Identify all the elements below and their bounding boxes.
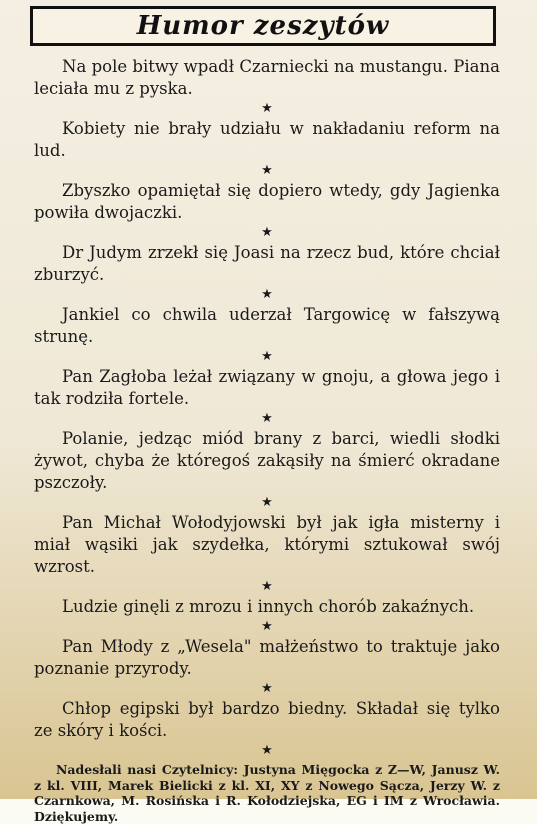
star-separator-icon: ★ bbox=[261, 163, 273, 178]
joke-4: Dr Judym zrzekł się Joasi na rzecz bud, które chciał zburzyć. bbox=[34, 243, 500, 284]
star-separator-icon: ★ bbox=[261, 495, 273, 510]
joke-11: Chłop egipski był bardzo biedny. Składał się tylko ze skóry i kości. bbox=[34, 699, 500, 740]
star-separator-icon: ★ bbox=[261, 411, 273, 426]
joke-7: Polanie, jedząc miód brany z barci, wiedli słodki żywot, chyba że któregoś zakąsiły na śmierć okradane pszczoły. bbox=[34, 429, 500, 492]
star-separator-icon: ★ bbox=[261, 101, 273, 116]
joke-2: Kobiety nie brały udziału w nakładaniu reform na lud. bbox=[34, 119, 500, 160]
joke-9: Ludzie ginęli z mrozu i innych chorób zakaźnych. bbox=[62, 597, 475, 616]
star-separator-icon: ★ bbox=[261, 287, 273, 302]
star-separator-icon: ★ bbox=[261, 681, 273, 696]
joke-10: Pan Młody z „Wesela" małżeństwo to traktuje jako poznanie przyrody. bbox=[34, 637, 500, 678]
star-separator-icon: ★ bbox=[261, 579, 273, 594]
joke-1: Na pole bitwy wpadł Czarniecki na mustangu. Piana leciała mu z pyska. bbox=[34, 57, 500, 98]
star-separator-icon: ★ bbox=[261, 743, 273, 758]
joke-6: Pan Zagłoba leżał związany w gnoju, a głowa jego i tak rodziła fortele. bbox=[34, 367, 500, 408]
contributors-credit: Nadesłali nasi Czytelnicy: Justyna Mięgocka z Z—W, Janusz W. z kl. VIII, Marek Bielicki z kl. XI, XY z Nowego Sącza, Jerzy W. z Czarnkowa, M. Rosińska i R. Kołodziejska, EG i IM z Wrocławia. Dziękujemy. bbox=[34, 762, 500, 824]
star-separator-icon: ★ bbox=[261, 349, 273, 364]
joke-3: Zbyszko opamiętał się dopiero wtedy, gdy Jagienka powiła dwojaczki. bbox=[34, 181, 500, 222]
title-box bbox=[30, 6, 496, 46]
joke-8: Pan Michał Wołodyjowski był jak igła misterny i miał wąsiki jak szydełka, którymi sztukował swój wzrost. bbox=[34, 513, 500, 576]
column-title: Humor zeszytów bbox=[136, 11, 390, 41]
jokes-column bbox=[34, 56, 500, 824]
star-separator-icon: ★ bbox=[261, 619, 273, 634]
star-separator-icon: ★ bbox=[261, 225, 273, 240]
joke-5: Jankiel co chwila uderzał Targowicę w fałszywą strunę. bbox=[34, 305, 500, 346]
